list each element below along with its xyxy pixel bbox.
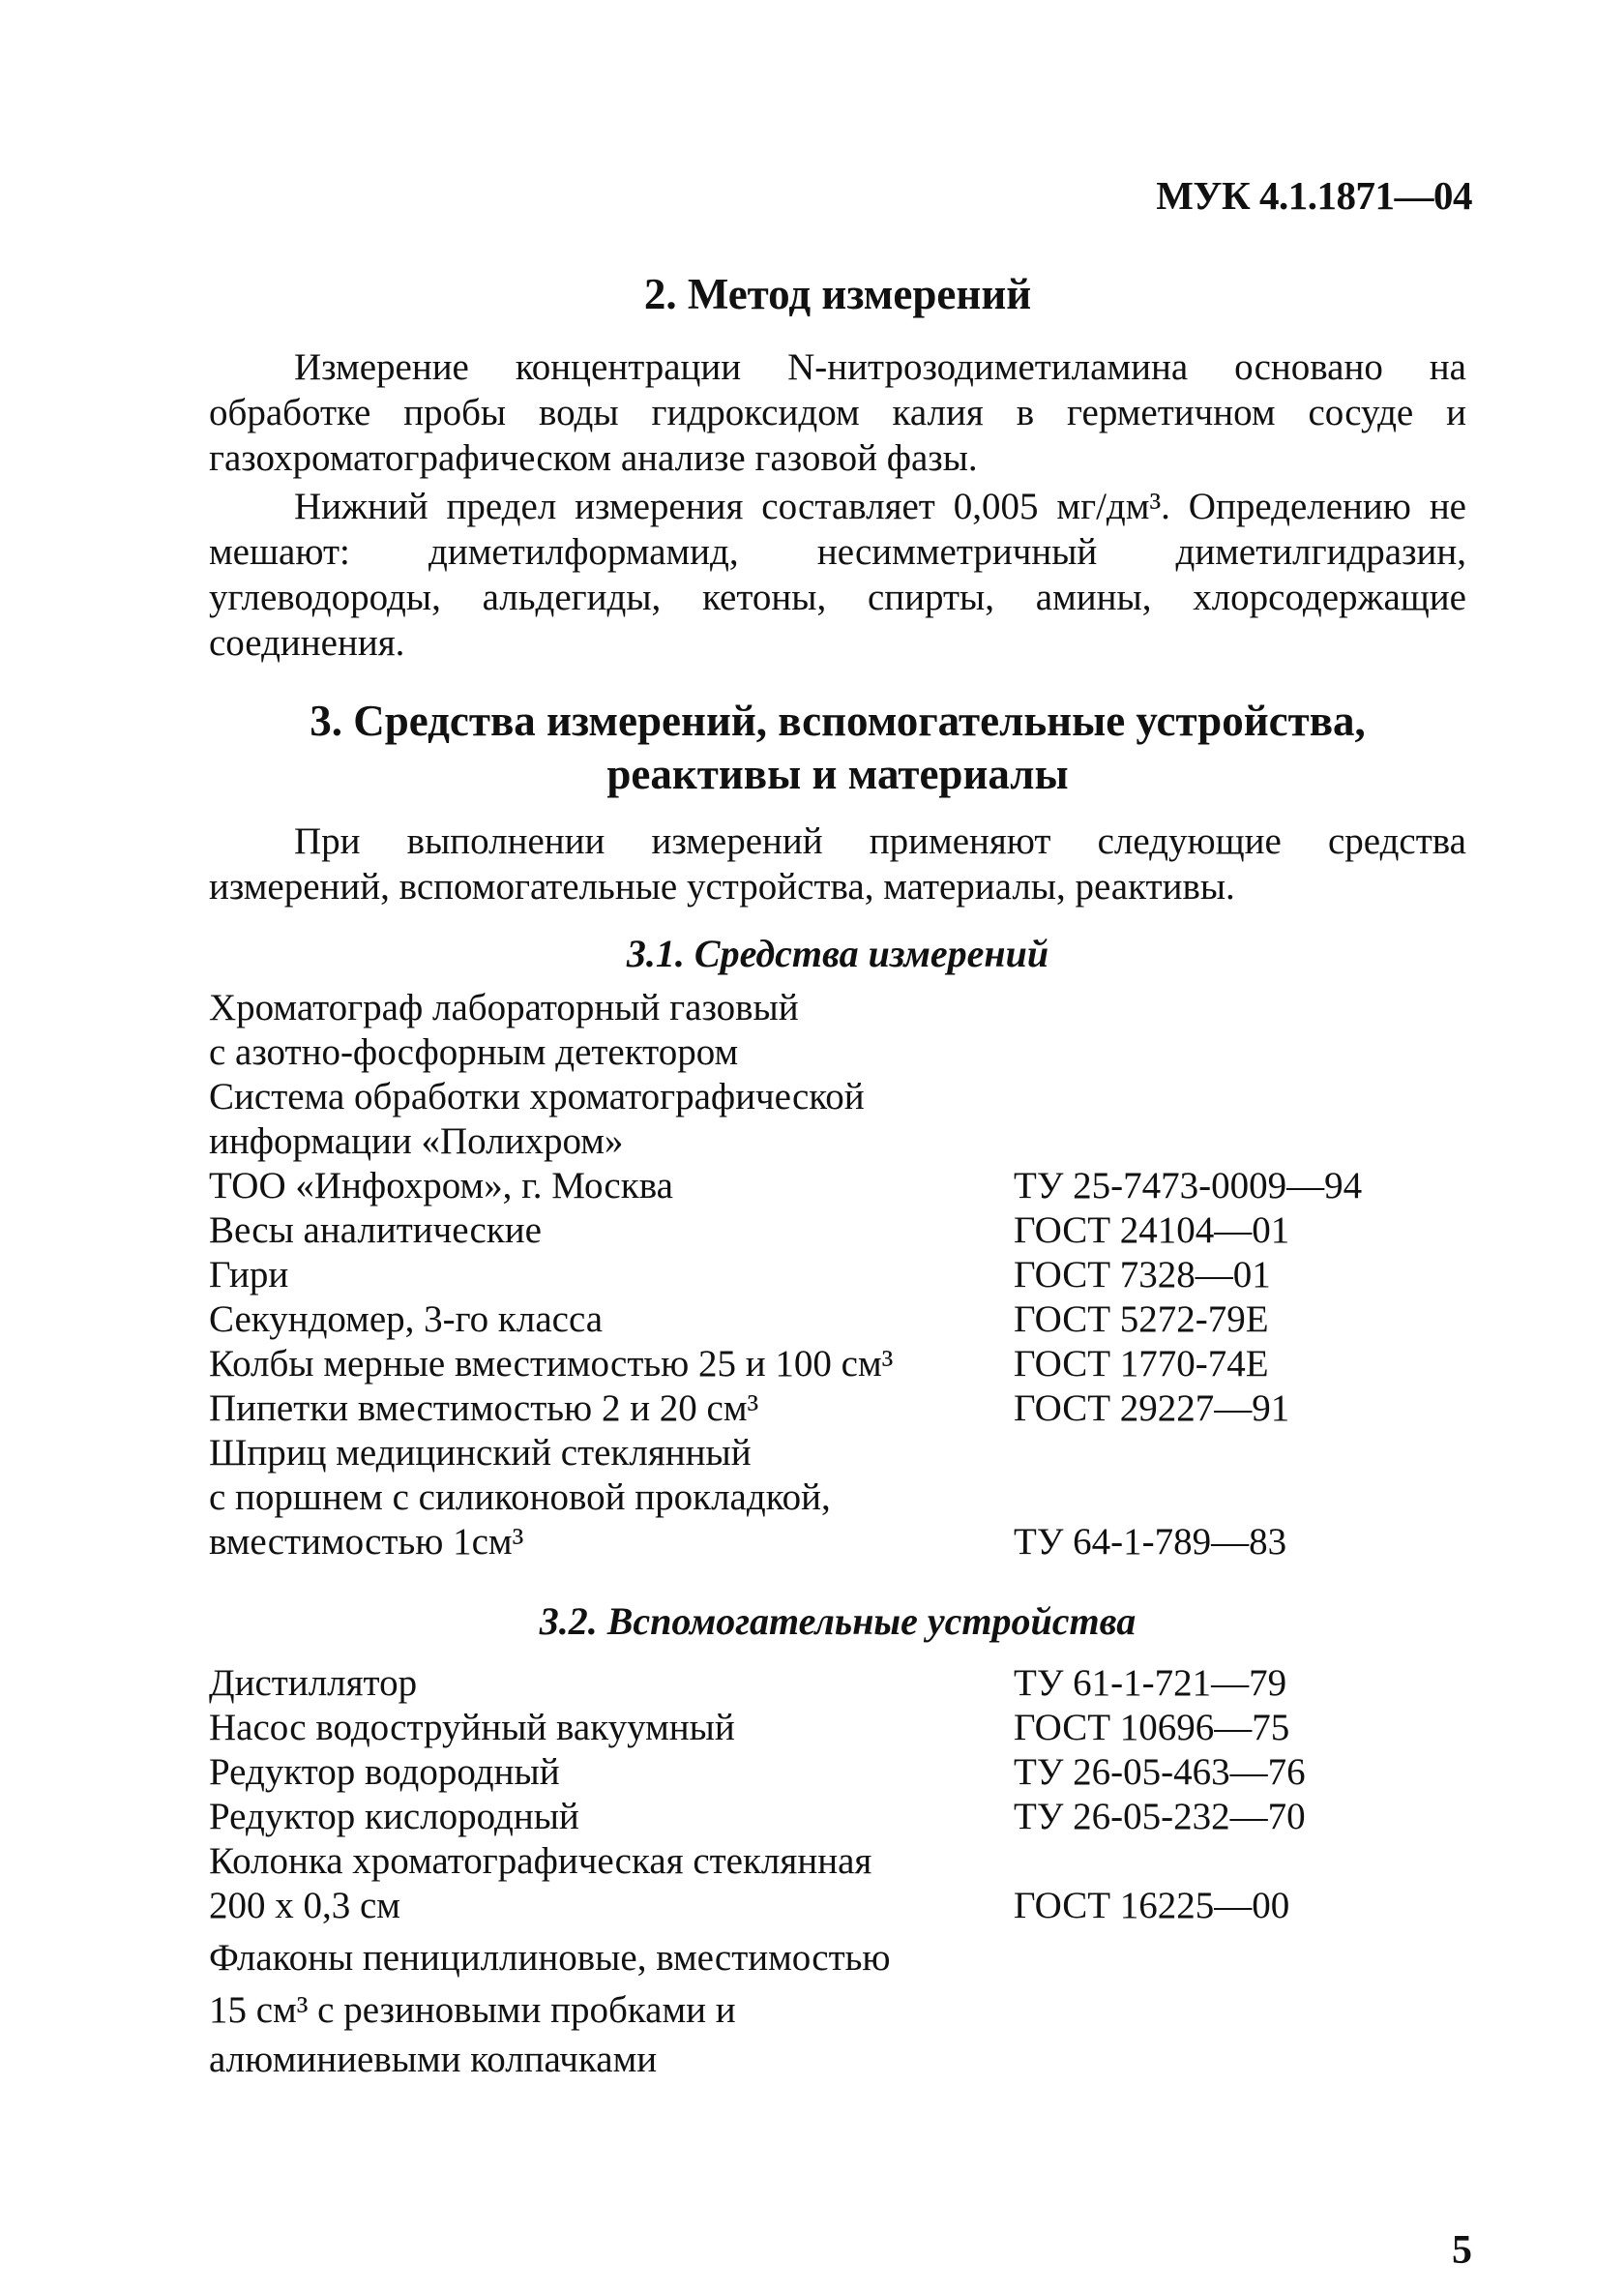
subsection-3-1-title: 3.1. Средства измерений bbox=[626, 932, 1049, 975]
instrument-line: с азотно-фосфорным детектором bbox=[209, 1031, 739, 1073]
instrument-line: вместимостью 1см³ bbox=[209, 1521, 524, 1563]
instrument-line: Колбы мерные вместимостью 25 и 100 см³ bbox=[209, 1343, 894, 1385]
device-line: Дистиллятор bbox=[209, 1662, 418, 1704]
instrument-line: Пипетки вместимостью 2 и 20 см³ bbox=[209, 1387, 759, 1429]
section-2-title: 2. Метод измерений bbox=[643, 270, 1032, 318]
instrument-standard-ref: ГОСТ 5272-79Е bbox=[1014, 1298, 1269, 1340]
device-line: 15 см³ с резиновыми пробками и bbox=[209, 1989, 736, 2031]
device-line: 200 х 0,3 см bbox=[209, 1885, 400, 1926]
instrument-standard-ref: ТУ 64-1-789—83 bbox=[1014, 1521, 1287, 1563]
instrument-standard-ref: ТУ 25-7473-0009—94 bbox=[1014, 1165, 1363, 1207]
section-3-title-line-2: реактивы и материалы bbox=[606, 750, 1069, 798]
section-2-paragraph-2: Нижний предел измерения составляет 0,005 мг/дм³. Определению не мешают: диметилформамид, несимметричный диметилгидразин, углеводороды, альдегиды, кетоны, спирты, амины, хлорсодержащие соединения. bbox=[209, 486, 1466, 664]
section-3-intro: При выполнении измерений применяют следующие средства измерений, вспомогательные устройства, материалы, реактивы. bbox=[209, 820, 1466, 908]
page-number: 5 bbox=[1452, 2228, 1472, 2273]
instrument-line: с поршнем с силиконовой прокладкой, bbox=[209, 1476, 831, 1518]
device-standard-ref: ГОСТ 10696—75 bbox=[1014, 1707, 1290, 1748]
instrument-line: Весы аналитические bbox=[209, 1209, 542, 1251]
subsection-3-2-title: 3.2. Вспомогательные устройства bbox=[539, 1599, 1137, 1643]
device-line: Насос водоструйный вакуумный bbox=[209, 1707, 735, 1748]
instrument-standard-ref: ГОСТ 29227—91 bbox=[1014, 1387, 1290, 1429]
instrument-line: ТОО «Инфохром», г. Москва bbox=[209, 1165, 673, 1207]
device-standard-ref: ТУ 61-1-721—79 bbox=[1014, 1662, 1287, 1704]
instrument-line: информации «Полихром» bbox=[209, 1120, 624, 1162]
instrument-line: Гири bbox=[209, 1254, 289, 1296]
device-line: Флаконы пенициллиновые, вместимостью bbox=[209, 1937, 891, 1979]
instrument-line: Шприц медицинский стеклянный bbox=[209, 1432, 752, 1474]
device-line: Колонка хроматографическая стеклянная bbox=[209, 1840, 872, 1882]
section-3-title-line-1: 3. Средства измерений, вспомогательные устройства, bbox=[310, 697, 1366, 745]
document-code: МУК 4.1.1871—04 bbox=[1156, 173, 1472, 218]
device-line: Редуктор водородный bbox=[209, 1751, 560, 1793]
section-2-paragraph-1: Измерение концентрации N-нитрозодиметиламина основано на обработке пробы воды гидроксидом калия в герметичном сосуде и газохроматографическом анализе газовой фазы. bbox=[209, 346, 1466, 479]
device-standard-ref: ТУ 26-05-232—70 bbox=[1014, 1796, 1306, 1837]
instrument-standard-ref: ГОСТ 1770-74Е bbox=[1014, 1343, 1269, 1385]
instrument-standard-ref: ГОСТ 24104—01 bbox=[1014, 1209, 1290, 1251]
device-standard-ref: ТУ 26-05-463—76 bbox=[1014, 1751, 1306, 1793]
instrument-line: Хроматограф лабораторный газовый bbox=[209, 987, 799, 1028]
device-line: Редуктор кислородный bbox=[209, 1796, 579, 1837]
device-standard-ref: ГОСТ 16225—00 bbox=[1014, 1885, 1290, 1926]
instrument-line: Система обработки хроматографической bbox=[209, 1076, 865, 1117]
device-line: алюминиевыми колпачками bbox=[209, 2039, 658, 2080]
instrument-standard-ref: ГОСТ 7328—01 bbox=[1014, 1254, 1271, 1296]
instrument-line: Секундомер, 3-го класса bbox=[209, 1298, 604, 1340]
